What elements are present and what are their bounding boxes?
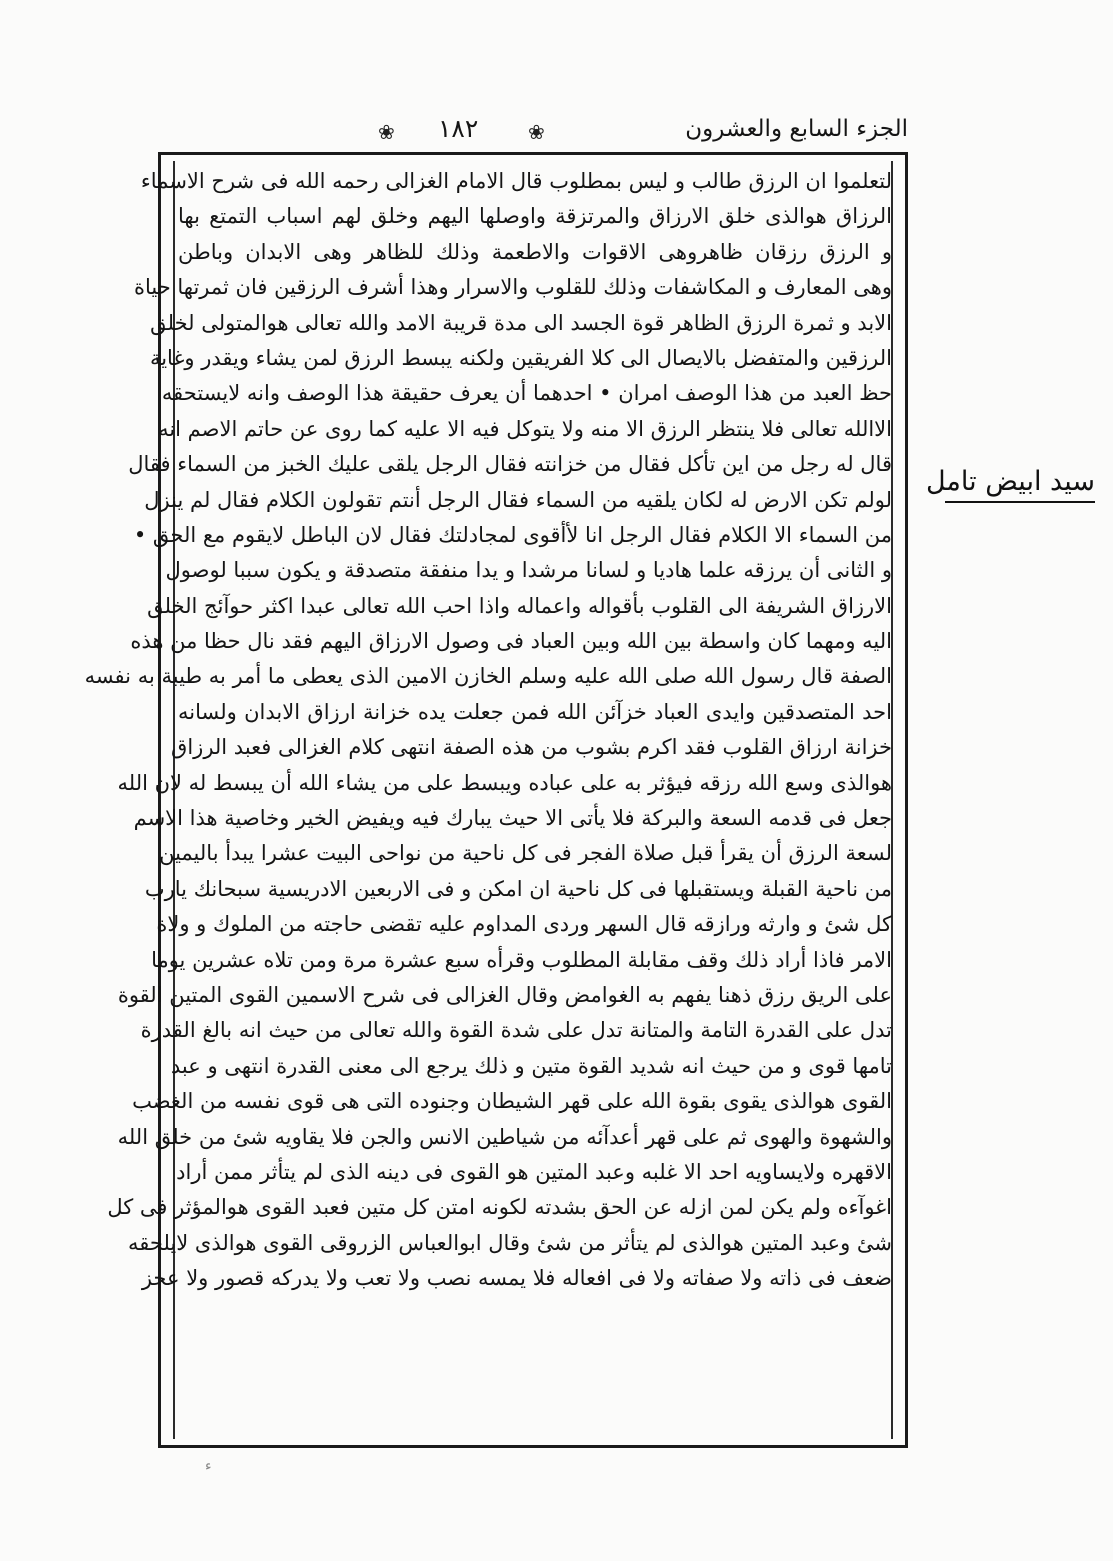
text-line: و الثانى أن يرزقه علما هاديا و لسانا مرشدا و يدا منفقة متصدقة و يكون سببا لوصول xyxy=(165,558,892,583)
text-line: قال له رجل من اين تأكل فقال من خزانته فقال الرجل يلقى عليك الخبز من السماء فقال xyxy=(128,452,892,477)
margin-note-underline xyxy=(945,501,1095,503)
text-line: تامها قوى و من حيث انه شديد القوة متين و ذلك يرجع الى معنى القدرة انتهى و عبد xyxy=(170,1053,892,1078)
text-line: لولم تكن الارض له لكان يلقيه من السماء فقال الرجل أنتم تقولون الكلام فقال لم ينزل xyxy=(144,487,892,512)
text-line: اغوآءه ولم يكن لمن ازله عن الحق بشدته لكونه امتن كل متين فعبد القوى هوالمؤثر فى كل xyxy=(107,1195,892,1220)
text-line: ضعف فى ذاته ولا صفاته ولا فى افعاله فلا يمسه نصب ولا تعب ولا يدركه قصور ولا عجز xyxy=(141,1266,892,1291)
text-line: هوالذى وسع الله رزقه فيؤثر به على عباده ويبسط على من يشاء الله أن يبسط له لان الله xyxy=(117,770,892,795)
page-number: ١٨٢ xyxy=(438,114,479,143)
text-line: الامر فاذا أراد ذلك وقف مقابلة المطلوب وقرأه سبع عشرة مرة ومن تلاه عشرين يوما xyxy=(151,947,892,972)
text-line: حظ العبد من هذا الوصف امران • احدهما أن يعرف حقيقة هذا الوصف وانه لايستحقه xyxy=(161,381,892,406)
text-line: الرزاق هوالذى خلق الارزاق والمرتزقة واوصلها اليهم وخلق لهم اسباب التمتع بها xyxy=(178,204,892,229)
text-line: لسعة الرزق أن يقرأ قبل صلاة الفجر فى كل ناحية من نواحى البيت عشرا يبدأ باليمين xyxy=(159,841,892,866)
part-title: الجزء السابع والعشرون xyxy=(685,116,908,142)
text-line: تدل على القدرة التامة والمتانة تدل على شدة القوة والله تعالى من حيث انه بالغ القدرة xyxy=(140,1018,892,1043)
text-line: والشهوة والهوى ثم على قهر أعدآئه من شياطين الانس والجن فلا يقاويه شئ من خلق الله xyxy=(117,1124,892,1149)
text-line: الصفة قال رسول الله صلى الله عليه وسلم الخازن الامين الذى يعطى ما أمر به طيبة به نفسه xyxy=(84,664,892,689)
text-line: جعل فى قدمه السعة والبركة فلا يأتى الا حيث يبارك فيه ويفيض الخير وخاصية هذا الاسم xyxy=(133,806,892,831)
text-line: وهى المعارف و المكاشفات وذلك للقلوب والاسرار وهذا أشرف الرزقين فان ثمرتها حياة xyxy=(133,275,892,300)
margin-note-text: سيد ابيض تامل xyxy=(925,466,1095,497)
body-text xyxy=(84,164,892,1438)
text-line: على الريق رزق ذهنا يفهم به الغوامض وقال الغزالى فى شرح الاسمين القوى المتين القوة xyxy=(117,982,892,1007)
text-line: اليه ومهما كان واسطة بين الله وبين العباد فى وصول الارزاق اليهم فقد نال حظا من هذه xyxy=(130,629,892,654)
text-line: و الرزق رزقان ظاهروهى الاقوات والاطعمة وذلك للظاهر وهى الابدان وباطن xyxy=(178,239,892,264)
text-line: خزانة ارزاق القلوب فقد اكرم بشوب من هذه الصفة انتهى كلام الغزالى فعبد الرزاق xyxy=(171,735,892,760)
ornament-right-icon: ❀ xyxy=(528,120,545,144)
text-line: الابد و ثمرة الرزق الظاهر قوة الجسد الى مدة قريبة الامد والله تعالى هوالمتولى لخلق xyxy=(150,310,892,335)
text-line: من ناحية القبلة ويستقبلها فى كل ناحية ان امكن و فى الاربعين الادريسية سبحانك يارب xyxy=(144,876,892,901)
text-line: احد المتصدقين وايدى العباد خزآئن الله فمن جعلت يده خزانة ارزاق الابدان ولسانه xyxy=(178,699,892,724)
text-line: شئ وعبد المتين هوالذى لم يتأثر من شئ وقال ابوالعباس الزروقى القوى هوالذى لايلحقه xyxy=(128,1230,892,1255)
text-line: الاقهره ولايساويه احد الا غلبه وعبد المتين هو القوى فى دينه الذى لم يتأثر ممن أراد xyxy=(176,1159,892,1184)
stray-ink-mark: ﺀ xyxy=(205,1458,212,1474)
text-line: القوى هوالذى يقوى بقوة الله على قهر الشيطان وجنوده التى هى قوى نفسه من الغضب xyxy=(132,1089,892,1114)
page-header xyxy=(168,110,908,154)
ornament-left-icon: ❀ xyxy=(378,120,395,144)
text-line: الرزقين والمتفضل بالايصال الى كلا الفريقين ولكنه يبسط الرزق لمن يشاء ويقدر وغاية xyxy=(149,345,892,370)
text-line: لتعلموا ان الرزق طالب و ليس بمطلوب قال الامام الغزالى رحمه الله فى شرح الاسماء xyxy=(140,169,892,193)
text-line: الاالله تعالى فلا ينتظر الرزق الا منه ولا يتوكل فيه الا عليه كما روى عن حاتم الاصم انه xyxy=(158,416,892,441)
handwritten-margin-note xyxy=(925,466,1095,503)
text-line: من السماء الا الكلام فقال الرجل انا لأأقوى لمجادلتك فقال لان الباطل لايقوم مع الحق • xyxy=(133,522,892,547)
text-line: كل شئ و وارثه ورازقه قال السهر وردى المداوم عليه تقضى حاجته من الملوك و ولاة xyxy=(156,912,892,937)
text-line: الارزاق الشريفة الى القلوب بأقواله واعماله واذا احب الله تعالى عبدا اكثر حوآئج الخلق xyxy=(147,593,892,618)
